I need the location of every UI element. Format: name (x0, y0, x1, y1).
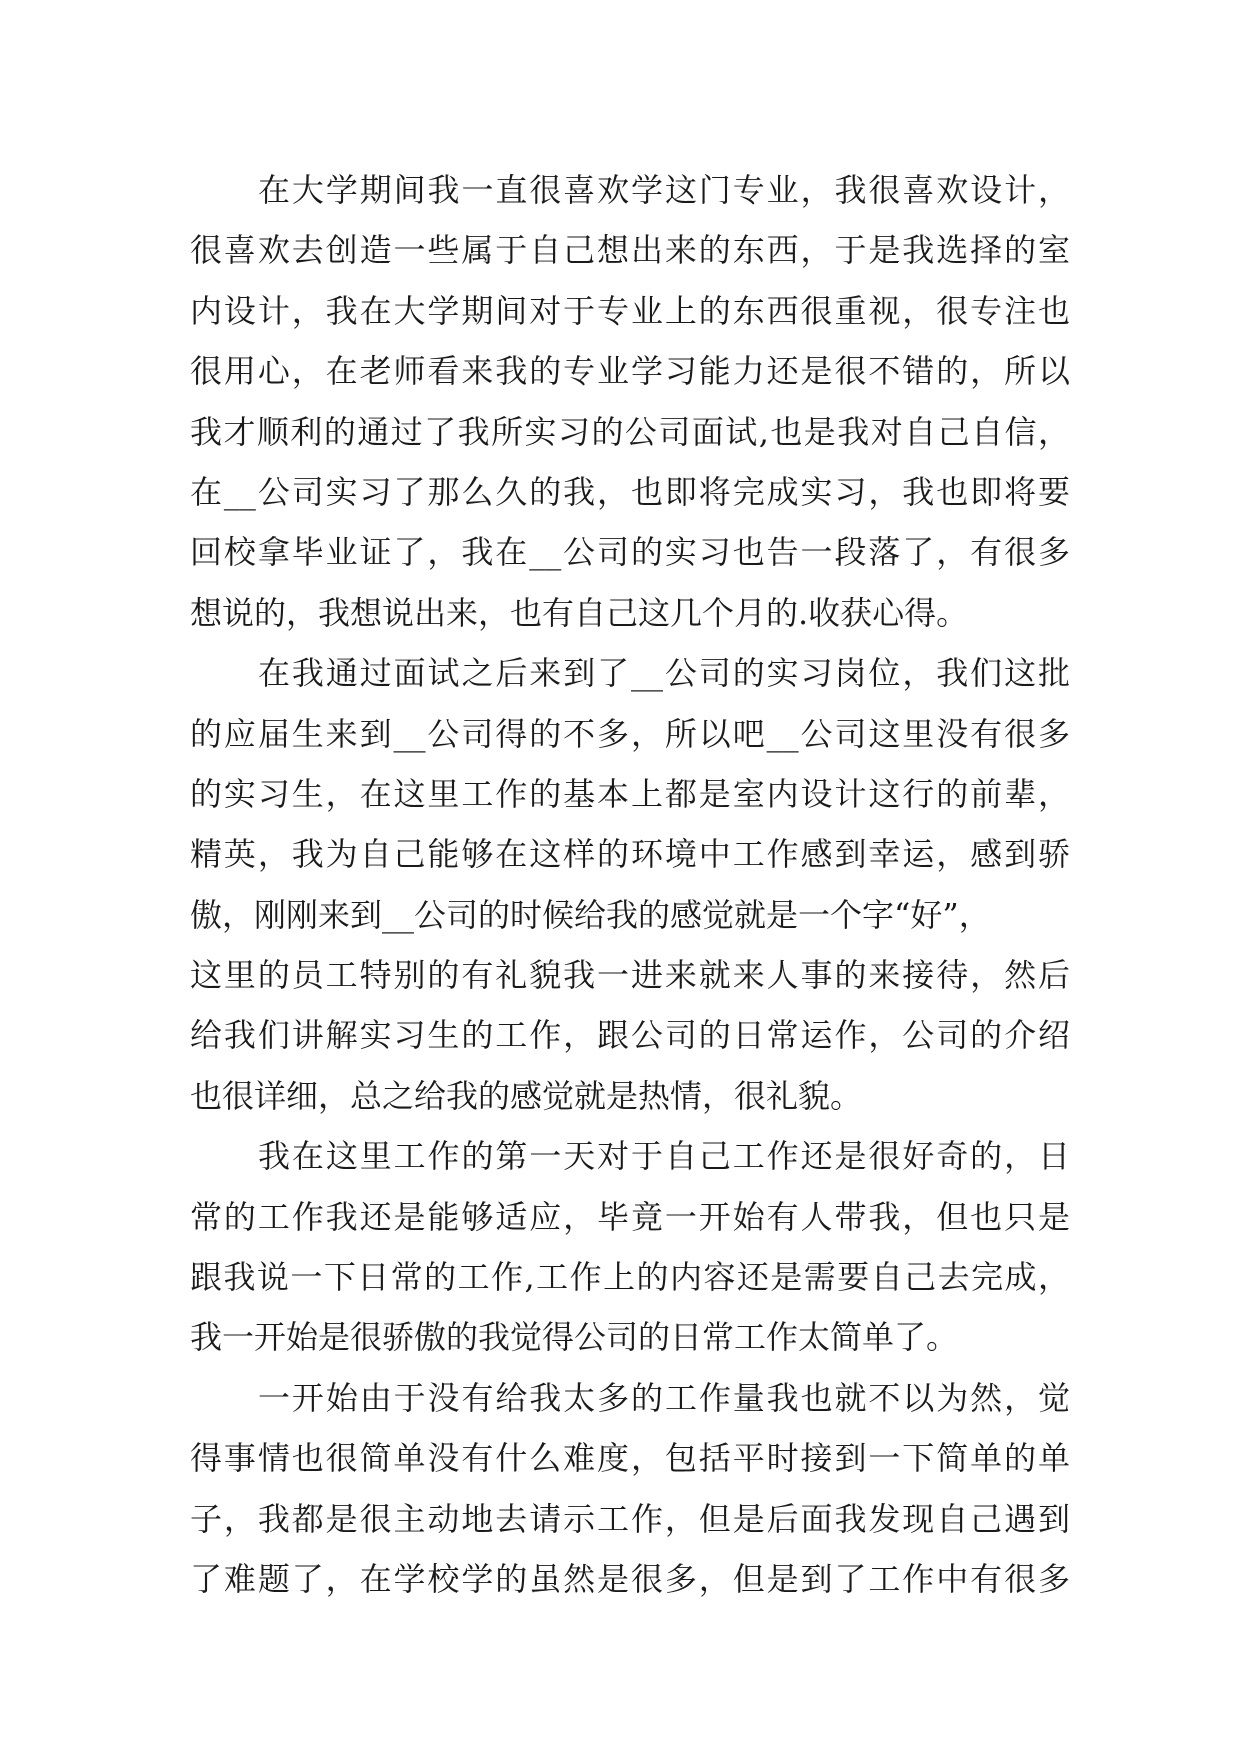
text-line: 的实习生，在这里工作的基本上都是室内设计这行的前辈， (190, 774, 1070, 813)
text-line: 常的工作我还是能够适应，毕竟一开始有人带我，但也只是 (190, 1197, 1070, 1236)
text-line: 的应届生来到__公司得的不多，所以吧__公司这里没有很多 (190, 714, 1070, 753)
text-line: 一开始由于没有给我太多的工作量我也就不以为然，觉 (258, 1378, 1070, 1417)
text-line: 子，我都是很主动地去请示工作，但是后面我发现自己遇到 (190, 1499, 1070, 1538)
text-line: 我在这里工作的第一天对于自己工作还是很好奇的，日 (258, 1137, 1070, 1176)
text-line: 我一开始是很骄傲的我觉得公司的日常工作太简单了。 (190, 1318, 959, 1357)
text-line: 很喜欢去创造一些属于自己想出来的东西，于是我选择的室 (190, 231, 1070, 270)
paragraph-3 (190, 1126, 1070, 1368)
text-line: 跟我说一下日常的工作,工作上的内容还是需要自己去完成， (190, 1258, 1070, 1297)
text-line: 很用心，在老师看来我的专业学习能力还是很不错的，所以 (190, 352, 1070, 391)
text-line: 在__公司实习了那么久的我，也即将完成实习，我也即将要 (190, 472, 1070, 511)
text-line: 给我们讲解实习生的工作，跟公司的日常运作，公司的介绍 (190, 1016, 1070, 1055)
text-line: 我才顺利的通过了我所实习的公司面试,也是我对自己自信， (190, 412, 1070, 451)
paragraph-1 (190, 160, 1070, 643)
text-line: 在我通过面试之后来到了__公司的实习岗位，我们这批 (258, 654, 1070, 693)
text-line: 内设计，我在大学期间对于专业上的东西很重视，很专注也 (190, 291, 1070, 330)
text-line: 这里的员工特别的有礼貌我一进来就来人事的来接待，然后 (190, 956, 1070, 995)
text-line: 也很详细，总之给我的感觉就是热情，很礼貌。 (190, 1076, 863, 1115)
text-line: 回校拿毕业证了，我在__公司的实习也告一段落了，有很多 (190, 533, 1070, 572)
text-line: 想说的，我想说出来，也有自己这几个月的.收获心得。 (190, 593, 969, 632)
paragraph-2 (190, 643, 1070, 1126)
text-line: 得事情也很简单没有什么难度，包括平时接到一下简单的单 (190, 1439, 1070, 1478)
paragraph-4 (190, 1368, 1070, 1610)
document-body (190, 160, 1070, 1609)
text-line: 了难题了，在学校学的虽然是很多，但是到了工作中有很多 (190, 1559, 1070, 1598)
text-line: 精英，我为自己能够在这样的环境中工作感到幸运，感到骄 (190, 835, 1070, 874)
text-line: 傲，刚刚来到__公司的时候给我的感觉就是一个字“好”， (190, 895, 991, 934)
text-line: 在大学期间我一直很喜欢学这门专业，我很喜欢设计， (258, 171, 1070, 209)
